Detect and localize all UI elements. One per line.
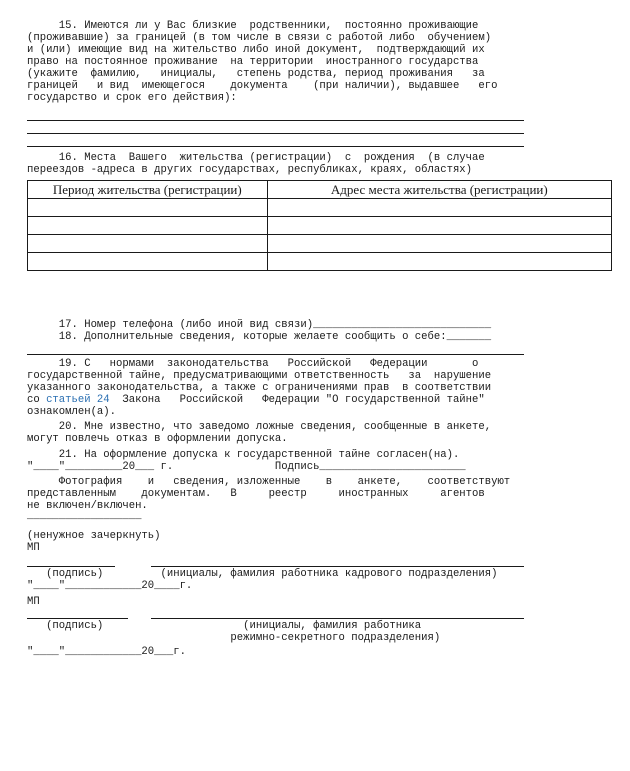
q19-line-1: 19. С нормами законодательства Российской Федерации о <box>27 358 479 370</box>
address-cell[interactable] <box>267 199 611 217</box>
article-24-link[interactable]: статьей 24 <box>46 394 110 406</box>
signature-caption-2-cont: режимно-секретного подразделения) <box>27 632 441 644</box>
period-cell[interactable] <box>28 235 268 253</box>
q18-answer-line[interactable] <box>27 354 524 355</box>
q15-line-7: государство и срок его действия): <box>27 92 237 104</box>
signature-caption-2: (подпись) (инициалы, фамилия работника <box>27 620 422 632</box>
q19-line-4-suffix: Закона Российской Федерации "О государственной тайне" <box>109 394 485 406</box>
date-line-2[interactable]: "____"____________20___г. <box>27 646 186 658</box>
security-officer-name-blank[interactable] <box>151 618 524 619</box>
q19-line-2: государственной тайне, предусматривающими ответственность за нарушение <box>27 370 492 382</box>
q15-line-4: право на постоянное проживание на территории иностранного государства <box>27 56 479 68</box>
q19-line-5: ознакомлен(а). <box>27 406 117 418</box>
period-cell[interactable] <box>28 199 268 217</box>
table-row <box>28 235 612 253</box>
q19-line-4 <box>27 394 524 406</box>
q15-line-2: (проживавшие) за границей (в том числе в связи с работой либо обучением) <box>27 32 492 44</box>
signature-blank-2[interactable] <box>27 618 128 619</box>
q21-line-1: 21. На оформление допуска к государственной тайне согласен(на). <box>27 449 460 461</box>
date-line-1[interactable]: "____"____________20____г. <box>27 580 193 592</box>
column-header-address: Адрес места жительства (регистрации) <box>267 181 611 199</box>
q15-answer-line-2[interactable] <box>27 133 524 134</box>
period-cell[interactable] <box>28 253 268 271</box>
q21-date-signature-line[interactable]: "____"_________20___ г. Подпись_______________________ <box>27 461 466 473</box>
q15-answer-line-1[interactable] <box>27 120 524 121</box>
table-row <box>28 253 612 271</box>
q15-line-1: 15. Имеются ли у Вас близкие родственники, постоянно проживающие <box>27 20 479 32</box>
address-cell[interactable] <box>267 235 611 253</box>
column-header-period: Период жительства (регистрации) <box>28 181 268 199</box>
table-row <box>28 217 612 235</box>
residence-table <box>27 180 612 271</box>
photo-signature-blank[interactable]: __________________ <box>27 510 142 522</box>
stamp-place-2: МП <box>27 596 40 608</box>
table-row <box>28 199 612 217</box>
q15-line-5: (укажите фамилию, инициалы, степень родства, период проживания за <box>27 68 485 80</box>
period-cell[interactable] <box>28 217 268 235</box>
signature-caption-1: (подпись) (инициалы, фамилия работника кадрового подразделения) <box>27 568 498 580</box>
photo-line-3: не включен/включен. <box>27 500 148 512</box>
q17-phone-line[interactable]: 17. Номер телефона (либо иной вид связи)____________________________ <box>27 319 492 331</box>
q16-line-1: 16. Места Вашего жительства (регистрации) с рождения (в случае <box>27 152 485 164</box>
q20-line-2: могут повлечь отказ в оформлении допуска. <box>27 433 288 445</box>
hr-officer-name-blank[interactable] <box>151 566 524 567</box>
q15-line-6: границей и вид имеющегося документа (при наличии), выдавшее его <box>27 80 498 92</box>
stamp-place-1: МП <box>27 542 40 554</box>
photo-line-2: представленным документам. В реестр иностранных агентов <box>27 488 485 500</box>
strike-through-note: (ненужное зачеркнуть) <box>27 530 161 542</box>
q20-line-1: 20. Мне известно, что заведомо ложные сведения, сообщенные в анкете, <box>27 421 492 433</box>
address-cell[interactable] <box>267 253 611 271</box>
q18-additional-info-line[interactable]: 18. Дополнительные сведения, которые желаете сообщить о себе:_______ <box>27 331 492 343</box>
q19-line-3: указанного законодательства, а также с ограничениями прав в соответствии <box>27 382 492 394</box>
signature-blank-1[interactable] <box>27 566 115 567</box>
residence-table-header <box>28 181 612 199</box>
photo-line-1: Фотография и сведения, изложенные в анкете, соответствуют <box>27 476 511 488</box>
q15-line-3: и (или) имеющие вид на жительство либо иной документ, подтверждающий их <box>27 44 485 56</box>
q19-line-4-prefix: со <box>27 394 47 406</box>
q15-answer-line-3[interactable] <box>27 146 524 147</box>
address-cell[interactable] <box>267 217 611 235</box>
q16-line-2: переездов -адреса в других государствах, республиках, краях, областях) <box>27 164 473 176</box>
